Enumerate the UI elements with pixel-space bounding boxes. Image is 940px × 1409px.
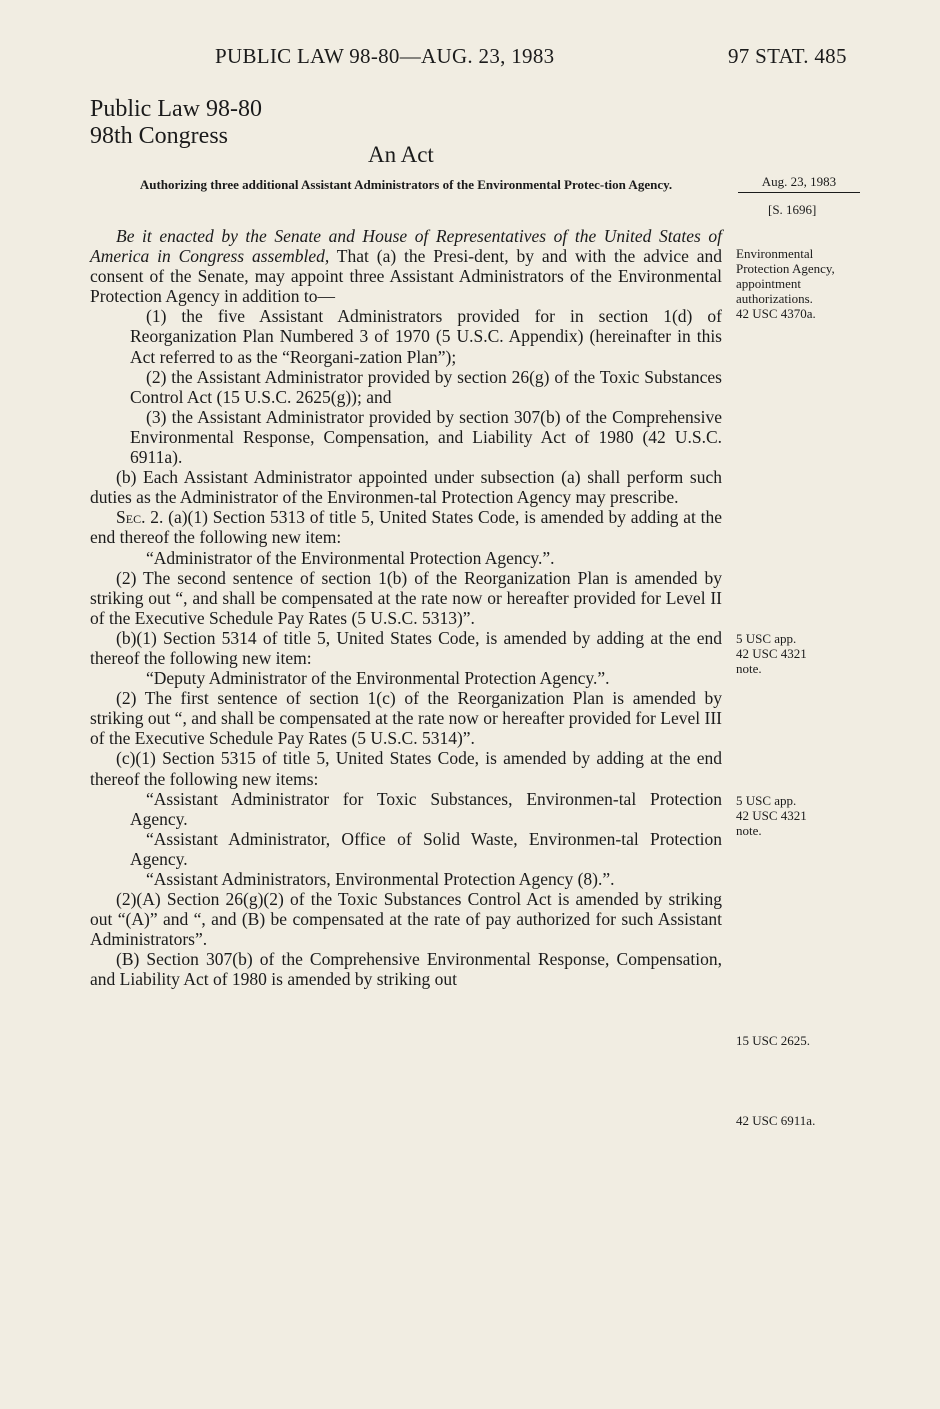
enacting-clause: Be it enacted by the Senate and House of Representatives of the United States of America in Congress assembled, <box>90 226 722 267</box>
section-2-a1-text: (a)(1) Section 5313 of title 5, United States Code, is amended by adding at the end thereof the following new item: <box>90 507 722 548</box>
quoted-item: “Deputy Administrator of the Environmental Protection Agency.”. <box>146 668 610 689</box>
list-item: (2) the Assistant Administrator provided by section 26(g) of the Toxic Substances Control Act (15 U.S.C. 2625(g)); and <box>130 366 722 407</box>
quoted-item: “Assistant Administrators, Environmental Protection Agency (8).”. <box>146 869 615 889</box>
quoted-item: “Administrator of the Environmental Protection Agency.”. <box>146 547 555 568</box>
statutes-page-number: 97 STAT. 485 <box>728 44 847 68</box>
margin-note-epa-cite: 42 USC 4370a. <box>736 306 816 321</box>
quoted-item: “Assistant Administrator for Toxic Substances, Environmen-tal Protection Agency. <box>130 788 722 829</box>
public-law-number: Public Law 98-80 <box>90 96 262 122</box>
margin-note-sec2b <box>736 793 856 838</box>
margin-note-line: 42 USC 4321 <box>736 808 807 823</box>
section-1-paragraph-a <box>90 226 722 306</box>
section-2-paragraph-c1: (c)(1) Section 5315 of title 5, United States Code, is amended by adding at the end thereof the following new items: <box>90 748 722 789</box>
margin-note-line: 5 USC app. <box>736 631 797 646</box>
section-2-paragraph-b1: (b)(1) Section 5314 of title 5, United States Code, is amended by adding at the end thereof the following new item: <box>90 627 722 668</box>
margin-note-line: 42 USC 4321 <box>736 646 807 661</box>
section-2-paragraph-b2: (2) The first sentence of section 1(c) of the Reorganization Plan is amended by striking out “, and shall be compensated at the rate now or hereafter provided for Level III of the Executive Schedule Pay Rates (5 U.S.C. 5314)”. <box>90 688 722 749</box>
bill-number: [S. 1696] <box>768 202 817 217</box>
enactment-date: Aug. 23, 1983 <box>738 174 860 193</box>
list-item: (3) the Assistant Administrator provided by section 307(b) of the Comprehensive Environmental Response, Compensation, and Liability Act of 1980 (42 U.S.C. 6911a). <box>130 406 722 468</box>
margin-note-line: note. <box>736 823 762 838</box>
section-label: Sec. 2. <box>116 507 164 528</box>
margin-note-tsca: 15 USC 2625. <box>736 1033 811 1048</box>
margin-note-epa <box>736 246 856 321</box>
congress-number: 98th Congress <box>90 123 228 149</box>
margin-note-line: note. <box>736 661 762 676</box>
section-2-paragraph-c2b: (B) Section 307(b) of the Comprehensive Environmental Response, Compensation, and Liability Act of 1980 is amended by striking out <box>90 949 722 990</box>
margin-note-sec2a <box>736 631 856 676</box>
running-title: PUBLIC LAW 98-80—AUG. 23, 1983 <box>215 44 555 68</box>
act-purpose: Authorizing three additional Assistant Administrators of the Environmental Protec-tion Agency. <box>139 177 673 192</box>
act-heading: An Act <box>368 142 434 167</box>
margin-note-cercla: 42 USC 6911a. <box>736 1113 816 1128</box>
section-2-paragraph-a2: (2) The second sentence of section 1(b) of the Reorganization Plan is amended by striking out “, and shall be compensated at the rate now or hereafter provided for Level II of the Executive Schedule Pay Rates (5 U.S.C. 5313)”. <box>90 567 722 628</box>
section-2-paragraph-a1 <box>90 507 722 547</box>
section-1-paragraph-b: (b) Each Assistant Administrator appointed under subsection (a) shall perform such duties as the Administrator of the Environmen-tal Protection Agency may prescribe. <box>90 467 722 508</box>
margin-note-line: 5 USC app. <box>736 793 797 808</box>
law-title-block <box>90 96 262 150</box>
section-1a-text: That (a) the Presi-dent, by and with the advice and consent of the Senate, may appoint three Assistant Administrators of the Environmental Protection Agency in addition to— <box>90 246 722 307</box>
list-item: (1) the five Assistant Administrators provided for in section 1(d) of Reorganization Plan Numbered 3 of 1970 (5 U.S.C. Appendix) (hereinafter in this Act referred to as the “Reorgani-zation Plan”); <box>130 306 722 367</box>
margin-note-epa-text: Environmental Protection Agency, appointment authorizations. <box>736 246 835 306</box>
statute-body <box>90 226 722 990</box>
quoted-item: “Assistant Administrator, Office of Solid Waste, Environmen-tal Protection Agency. <box>130 828 722 869</box>
section-2-paragraph-c2a: (2)(A) Section 26(g)(2) of the Toxic Substances Control Act is amended by striking out “(A)” and “, and (B) be compensated at the rate of pay authorized for such Assistant Administrators”. <box>90 889 722 950</box>
